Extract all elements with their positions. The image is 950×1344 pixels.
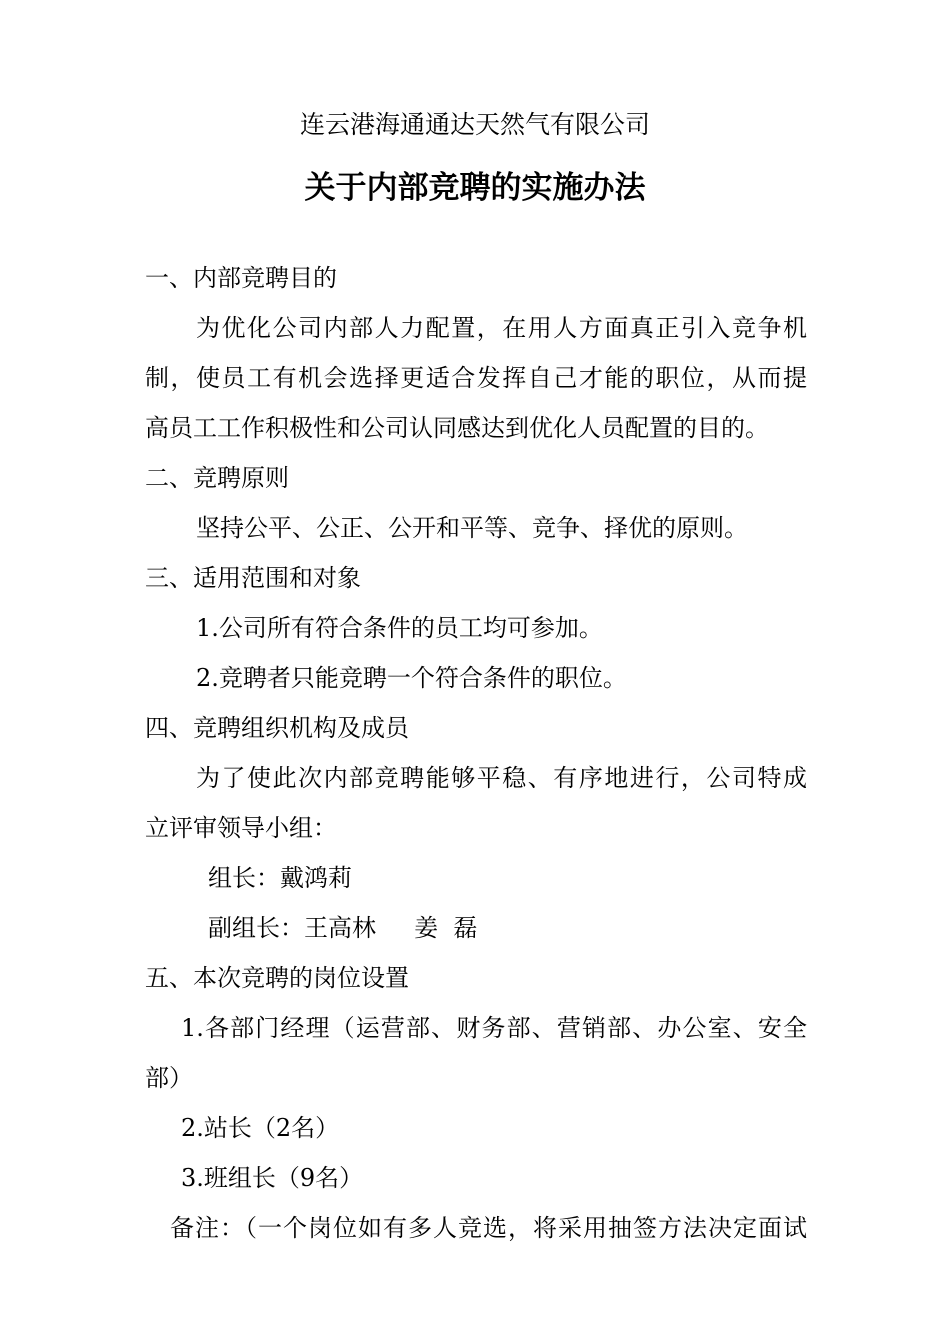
section-5-heading: 五、本次竞聘的岗位设置 bbox=[145, 964, 409, 992]
section-5-item: 3.班组长（9名） bbox=[181, 1164, 364, 1192]
section-1-paragraph-line: 为优化公司内部人力配置，在用人方面真正引入竞争机 bbox=[196, 314, 807, 342]
section-2-heading: 二、竞聘原则 bbox=[145, 464, 289, 492]
deputy-group-leaders: 副组长：王高林 姜 磊 bbox=[208, 914, 478, 942]
section-3-item: 2.竞聘者只能竞聘一个符合条件的职位。 bbox=[196, 664, 627, 692]
section-5-item-continued: 部） bbox=[145, 1064, 193, 1092]
section-5-item: 1.各部门经理（运营部、财务部、营销部、办公室、安全 bbox=[181, 1014, 807, 1042]
section-1-paragraph-line: 高员工工作积极性和公司认同感达到优化人员配置的目的。 bbox=[145, 414, 769, 442]
section-5-note: 备注：（一个岗位如有多人竞选，将采用抽签方法决定面试 bbox=[170, 1214, 807, 1242]
section-1-heading: 一、内部竞聘目的 bbox=[145, 264, 337, 292]
section-4-heading: 四、竞聘组织机构及成员 bbox=[145, 714, 409, 742]
section-3-item: 1.公司所有符合条件的员工均可参加。 bbox=[196, 614, 603, 642]
document-title: 关于内部竞聘的实施办法 bbox=[304, 170, 646, 206]
section-4-paragraph-line: 立评审领导小组： bbox=[145, 814, 337, 842]
section-2-paragraph: 坚持公平、公正、公开和平等、竞争、择优的原则。 bbox=[196, 514, 748, 542]
section-4-paragraph-line: 为了使此次内部竞聘能够平稳、有序地进行，公司特成 bbox=[196, 764, 807, 792]
section-3-heading: 三、适用范围和对象 bbox=[145, 564, 361, 592]
section-1-paragraph-line: 制，使员工有机会选择更适合发挥自己才能的职位，从而提 bbox=[145, 364, 807, 392]
company-name: 连云港海通通达天然气有限公司 bbox=[299, 110, 650, 139]
section-5-item: 2.站长（2名） bbox=[181, 1114, 340, 1142]
group-leader: 组长：戴鸿莉 bbox=[208, 864, 352, 892]
